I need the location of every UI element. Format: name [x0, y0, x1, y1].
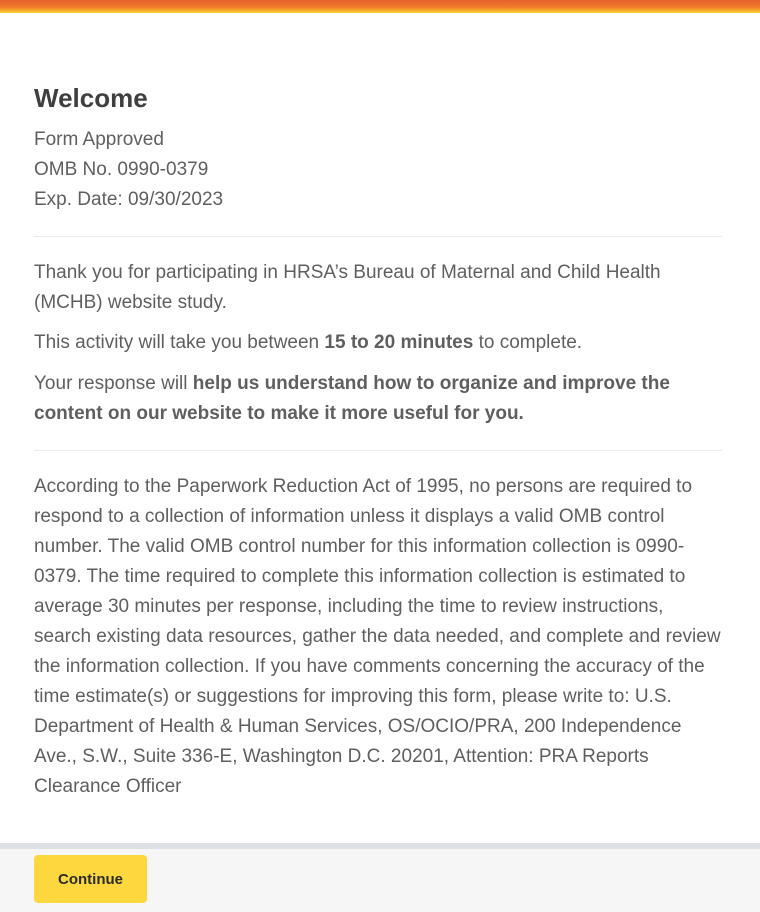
- response-paragraph: [34, 369, 722, 429]
- page-title: Welcome: [34, 83, 148, 113]
- top-accent-bar: [0, 0, 760, 13]
- section-divider: [34, 450, 722, 451]
- paperwork-disclaimer: According to the Paperwork Reduction Act of 1995, no persons are required to respond to a collection of information unless it displays a valid OMB control number. The valid OMB control number for this information collection is 0990-0379. The time required to complete this information collection is estimated to average 30 minutes per response, including the time to review instructions, search existing data resources, gather the data needed, and complete and review the information collection. If you have comments concerning the accuracy of the time estimate(s) or suggestions for improving this form, please write to: U.S. Department of Health & Human Services, OS/OCIO/PRA, 200 Independence Ave., S.W., Suite 336-E, Washington D.C. 20201, Attention: PRA Reports Clearance Officer: [34, 476, 721, 797]
- footer-bar: [0, 843, 760, 912]
- duration-prefix: This activity will take you between: [34, 332, 325, 353]
- duration-paragraph: [34, 328, 722, 358]
- duration-highlight: 15 to 20 minutes: [324, 332, 474, 353]
- response-prefix: Your response will: [34, 373, 193, 394]
- section-divider: [34, 236, 722, 237]
- exp-date-text: Exp. Date: 09/30/2023: [34, 189, 224, 210]
- form-approved-text: Form Approved: [34, 129, 164, 150]
- duration-suffix: to complete.: [473, 332, 583, 353]
- omb-number-text: OMB No. 0990-0379: [34, 159, 209, 180]
- thank-you-paragraph: Thank you for participating in HRSA’s Bureau of Maternal and Child Health (MCHB) website study.: [34, 262, 661, 313]
- continue-button[interactable]: Continue: [34, 855, 147, 903]
- response-highlight: help us understand how to organize and improve the content on our website to make it more useful for you.: [34, 373, 670, 424]
